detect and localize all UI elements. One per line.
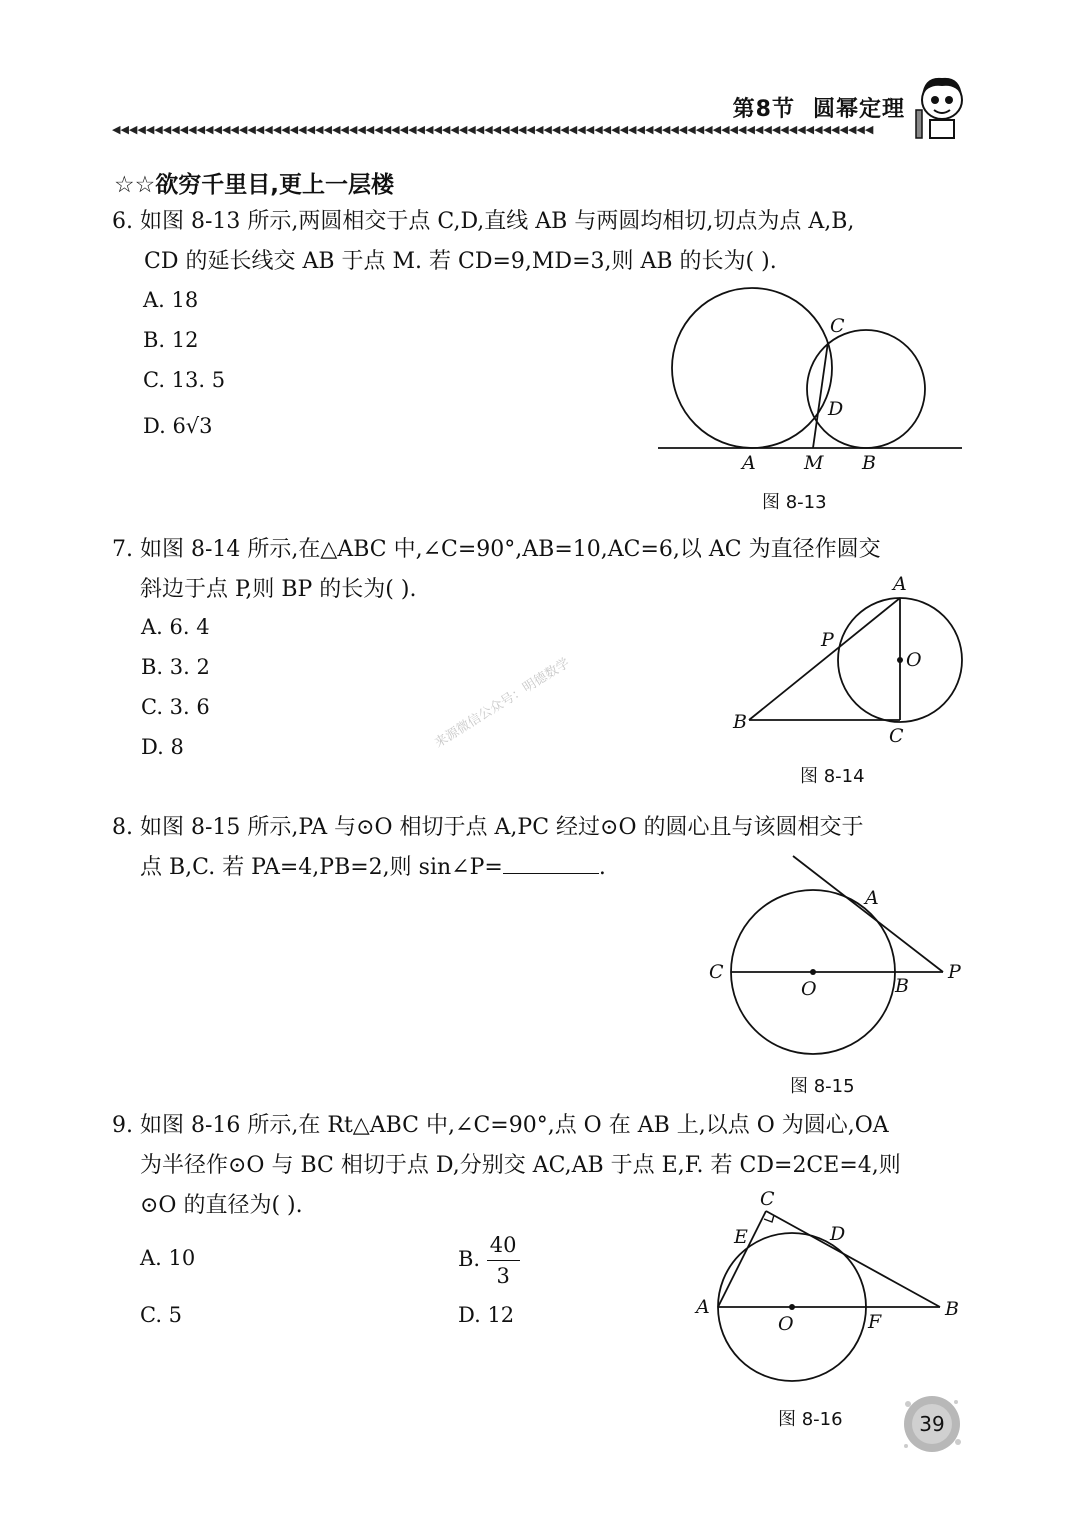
question-text-end: . <box>598 855 606 880</box>
chapter-title: 圆幂定理 <box>812 97 905 122</box>
figure-caption: 图 8-14 <box>800 766 865 787</box>
option-b-label: B. <box>458 1247 481 1271</box>
label-c: C <box>760 1188 775 1210</box>
label-c: C <box>830 315 845 337</box>
figure-8-13 <box>650 285 970 485</box>
question-text-line: 点 B,C. 若 PA=4,PB=2,则 sin∠P= <box>140 855 503 880</box>
option-a: A. 18 <box>143 288 199 312</box>
option-c: C. 3. 6 <box>141 695 210 719</box>
question-text-line: 斜边于点 P,则 BP 的长为( ). <box>140 577 417 602</box>
label-a: A <box>696 1296 710 1318</box>
option-c: C. 13. 5 <box>143 368 226 392</box>
section-title: ☆☆欲穷千里目,更上一层楼 <box>114 172 394 198</box>
option-a: A. 10 <box>140 1246 196 1270</box>
question-text-line: 如图 8-14 所示,在△ABC 中,∠C=90°,AB=10,AC=6,以 AC 为直径作圆交 <box>140 537 881 562</box>
figure-caption: 图 8-15 <box>790 1076 855 1097</box>
fraction-denominator: 3 <box>496 1264 510 1288</box>
label-d: D <box>830 1223 846 1245</box>
label-c: C <box>889 725 904 747</box>
label-a: A <box>742 452 756 474</box>
watermark: 来源微信公众号：明德数学 <box>432 655 573 752</box>
label-b: B <box>862 452 876 474</box>
option-d: D. 8 <box>141 735 184 759</box>
label-c: C <box>709 961 724 983</box>
fraction-numerator: 40 <box>487 1230 520 1261</box>
figure-8-15 <box>705 850 975 1070</box>
label-b: B <box>895 975 909 997</box>
label-p: P <box>948 961 961 983</box>
figure-caption: 图 8-16 <box>778 1409 843 1430</box>
question-number: 6. <box>112 209 133 234</box>
label-a: A <box>893 573 907 595</box>
page-number-badge <box>900 1392 964 1456</box>
figure-8-16 <box>690 1185 975 1410</box>
question-text-line: 如图 8-13 所示,两圆相交于点 C,D,直线 AB 与两圆均相切,切点为点 A,B, <box>140 209 855 234</box>
figure-8-14 <box>725 570 975 750</box>
page-number: 39 <box>919 1412 945 1436</box>
header-divider: ◀◀◀◀◀◀◀◀◀◀◀◀◀◀◀◀◀◀◀◀◀◀◀◀◀◀◀◀◀◀◀◀◀◀◀◀◀◀◀◀◀◀◀◀◀◀◀◀◀◀◀◀◀◀◀◀◀◀◀◀◀◀◀◀◀◀◀◀◀◀◀◀◀◀◀◀◀◀◀◀◀◀◀◀◀◀◀◀◀◀ <box>112 124 874 136</box>
label-o: O <box>778 1313 794 1335</box>
label-o: O <box>801 978 817 1000</box>
option-b: B. 3. 2 <box>141 655 210 679</box>
question-number: 9. <box>112 1113 133 1138</box>
figure-caption: 图 8-13 <box>762 492 827 513</box>
label-o: O <box>906 649 922 671</box>
label-b: B <box>733 711 747 733</box>
option-d: D. 6√3 <box>143 414 213 438</box>
option-a: A. 6. 4 <box>141 615 210 639</box>
option-d: D. 12 <box>458 1303 515 1327</box>
fraction <box>487 1230 520 1291</box>
question-number: 8. <box>112 815 133 840</box>
label-p: P <box>821 629 834 651</box>
question-text-line: CD 的延长线交 AB 于点 M. 若 CD=9,MD=3,则 AB 的长为( ). <box>144 249 777 274</box>
section-label: 第8节 <box>732 97 795 122</box>
question-text-line: 如图 8-16 所示,在 Rt△ABC 中,∠C=90°,点 O 在 AB 上,以点 O 为圆心,OA <box>140 1113 889 1138</box>
question-text-line: 为半径作⊙O 与 BC 相切于点 D,分别交 AC,AB 于点 E,F. 若 CD=2CE=4,则 <box>140 1153 901 1178</box>
answer-blank[interactable] <box>503 851 599 874</box>
option-c: C. 5 <box>140 1303 183 1327</box>
page-header <box>733 92 905 123</box>
question-text-line: 如图 8-15 所示,PA 与⊙O 相切于点 A,PC 经过⊙O 的圆心且与该圆相交于 <box>140 815 864 840</box>
question-number: 7. <box>112 537 133 562</box>
question-text-line: ⊙O 的直径为( ). <box>140 1193 303 1218</box>
option-b <box>458 1230 520 1291</box>
question-6 <box>112 202 972 282</box>
option-b: B. 12 <box>143 328 199 352</box>
label-e: E <box>734 1226 748 1248</box>
label-d: D <box>828 398 844 420</box>
label-b: B <box>945 1298 959 1320</box>
label-f: F <box>868 1311 882 1333</box>
label-a: A <box>865 887 879 909</box>
label-m: M <box>804 452 824 474</box>
